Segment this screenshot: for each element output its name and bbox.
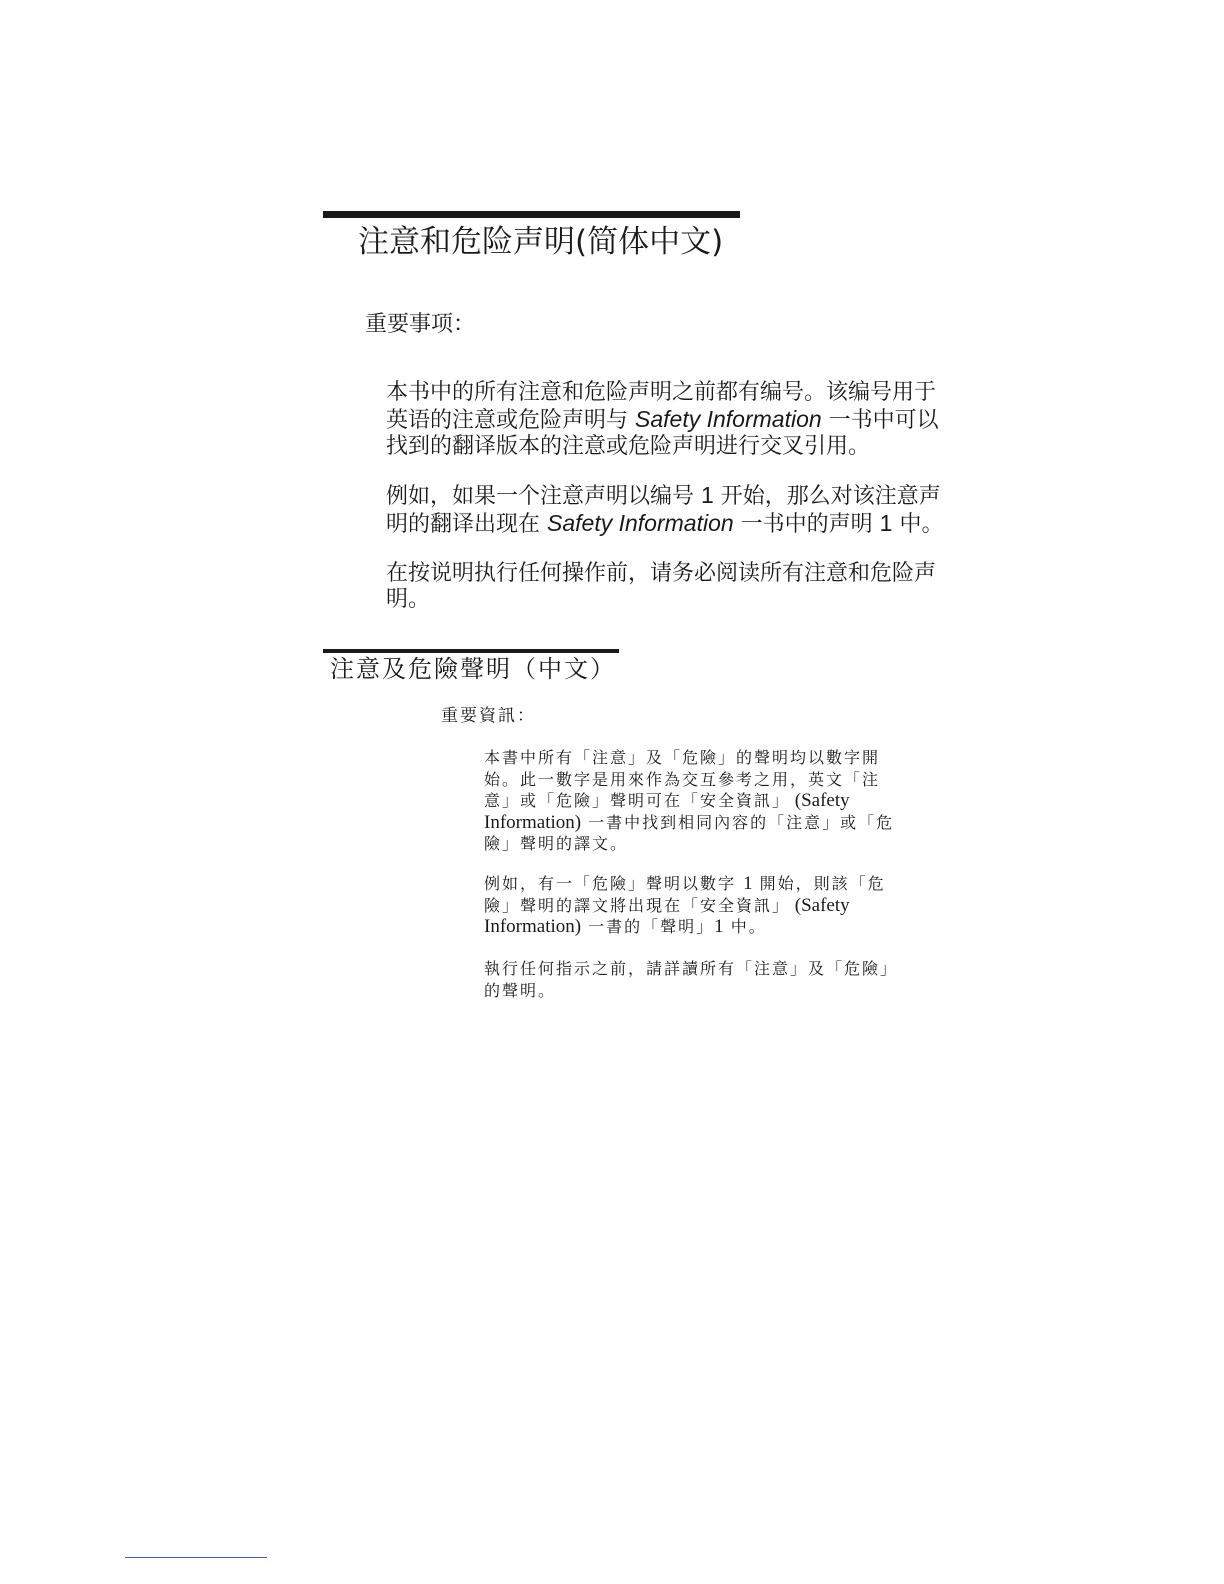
text-segment: 開始，則該「危 [752, 874, 886, 893]
important-heading-traditional: 重要資訊： [441, 706, 536, 726]
footer-rule [125, 1557, 267, 1558]
text-line [386, 482, 986, 510]
paragraph-example-simplified [386, 482, 986, 538]
text-line [484, 873, 954, 895]
paragraph-numbering-simplified [386, 380, 986, 460]
text-segment: 例如，如果一个注意声明以编号 [386, 484, 701, 509]
text-segment: 一书中的声明 [733, 512, 880, 537]
statement-number: 1 [714, 916, 724, 937]
statement-number: 1 [743, 873, 753, 894]
text-line [484, 790, 954, 812]
text-line: 始。此一數字是用來作為交互參考之用，英文「注 [484, 769, 881, 789]
text-segment: 一书中可以 [821, 408, 939, 433]
text-segment: 例如，有一「危險」聲明以數字 [484, 874, 744, 893]
text-segment: 中。 [892, 512, 944, 537]
book-title-safety: (Safety [790, 790, 850, 811]
text-segment: 英语的注意或危险声明与 [386, 408, 635, 433]
section-title-traditional: 注意及危險聲明（中文） [330, 655, 616, 683]
book-title-safety: (Safety [790, 894, 850, 916]
paragraph-read-all-simplified [386, 561, 986, 613]
important-heading-simplified: 重要事项： [365, 312, 476, 337]
text-line [484, 812, 954, 834]
text-segment: 險」聲明的譯文將出現在「安全資訊」 [484, 895, 791, 915]
text-line [484, 895, 954, 917]
book-title-safety-information: Safety Information [635, 406, 822, 432]
text-line: 找到的翻译版本的注意或危险声明进行交叉引用。 [386, 434, 871, 459]
text-line [484, 916, 954, 938]
paragraph-example-traditional [484, 873, 954, 938]
book-title-information: Information) [484, 916, 582, 937]
text-segment: 明的翻译出现在 [386, 512, 547, 537]
text-segment: 一書中找到相同內容的「注意」或「危 [581, 812, 895, 832]
book-title-safety-information: Safety Information [547, 510, 734, 536]
text-line [386, 510, 986, 538]
statement-number: 1 [879, 510, 893, 536]
text-line: 的聲明。 [484, 980, 557, 1000]
text-line: 本书中的所有注意和危险声明之前都有编号。该编号用于 [386, 380, 937, 405]
section-rule-simplified [323, 211, 740, 218]
text-line: 險」聲明的譯文。 [484, 834, 629, 853]
text-segment: 一書的「聲明」 [581, 917, 715, 936]
paragraph-numbering-traditional [484, 747, 954, 855]
text-line: 執行任何指示之前，請詳讀所有「注意」及「危險」 [484, 959, 899, 978]
text-line: 在按说明执行任何操作前，请务必阅读所有注意和危险声 [386, 561, 937, 586]
paragraph-read-all-traditional [484, 958, 954, 1001]
book-title-information: Information) [484, 811, 582, 833]
text-segment: 中。 [723, 917, 767, 936]
text-segment: 意」或「危險」聲明可在「安全資訊」 [484, 791, 791, 810]
statement-number: 1 [701, 482, 714, 508]
text-line: 明。 [386, 587, 431, 612]
section-title-simplified: 注意和危险声明(简体中文) [358, 224, 724, 260]
text-line: 本書中所有「注意」及「危險」的聲明均以數字開 [484, 748, 881, 767]
text-segment: 开始，那么对该注意声 [713, 484, 941, 509]
text-line [386, 406, 986, 434]
